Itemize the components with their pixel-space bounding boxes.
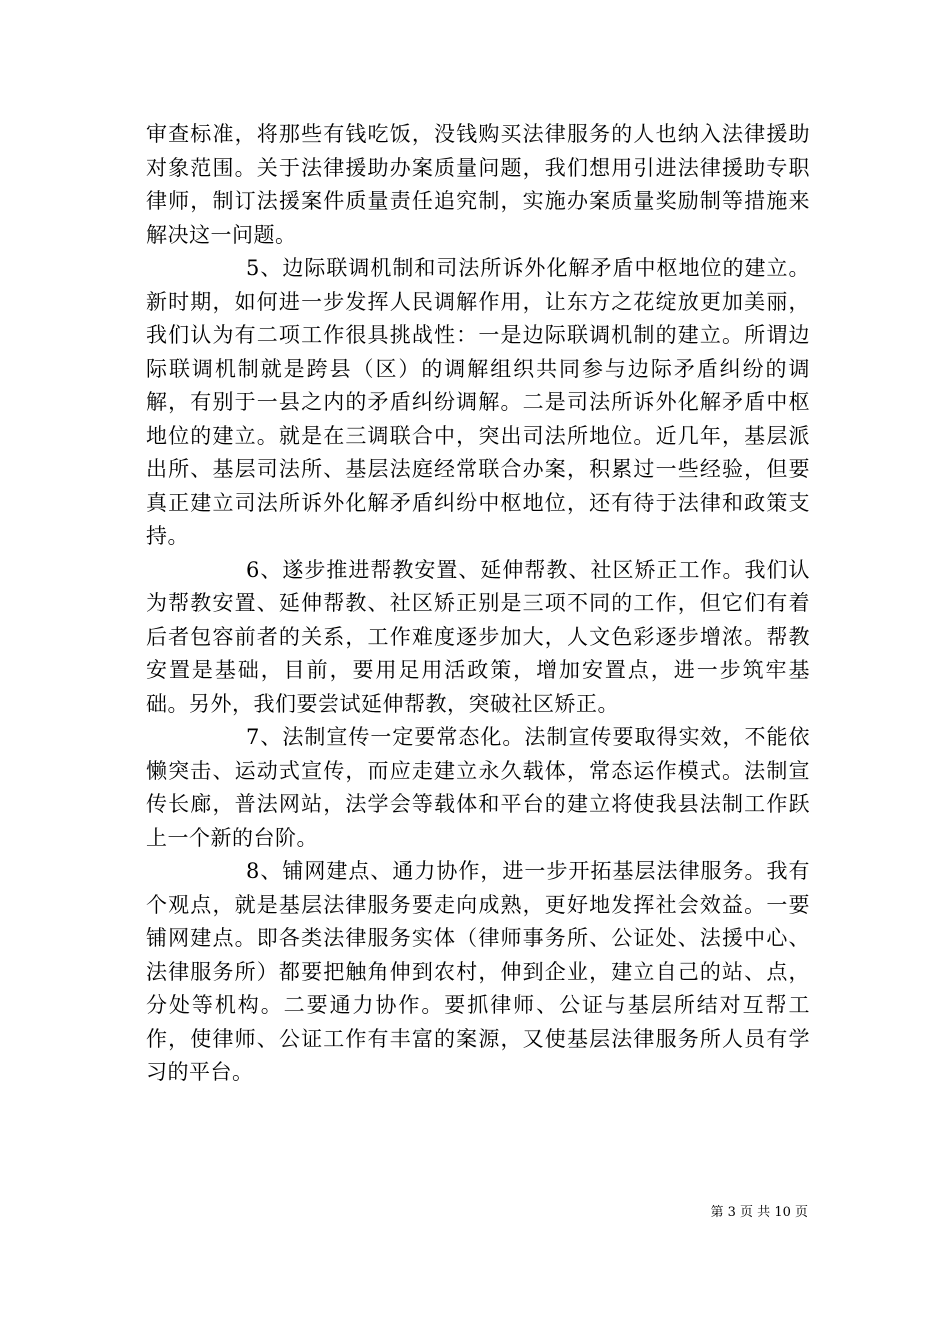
paragraph-1: 审查标准，将那些有钱吃饭，没钱购买法律服务的人也纳入法律援助对象范围。关于法律援助办案质量问题，我们想用引进法律援助专职律师，制订法援案件质量责任追究制，实施办案质量奖励制等措施来解决这一问题。 <box>146 122 810 247</box>
paragraph-5: 8、铺网建点、通力协作，进一步开拓基层法律服务。我有个观点，就是基层法律服务要走向成熟，更好地发挥社会效益。一要铺网建点。即各类法律服务实体（律师事务所、公证处、法援中心、法律服务所）都要把触角伸到农村，伸到企业，建立自己的站、点，分处等机构。二要通力协作。要抓律师、公证与基层所结对互帮工作，使律师、公证工作有丰富的案源，又使基层法律服务所人员有学习的平台。 <box>146 859 810 1084</box>
paragraph-3: 6、遂步推进帮教安置、延伸帮教、社区矫正工作。我们认为帮教安置、延伸帮教、社区矫正别是三项不同的工作，但它们有着后者包容前者的关系，工作难度逐步加大，人文色彩逐步增浓。帮教安置是基础，目前，要用足用活政策，增加安置点，进一步筑牢基础。另外，我们要尝试延伸帮教，突破社区矫正。 <box>146 557 810 716</box>
document-body <box>146 118 810 1090</box>
paragraph-2: 5、边际联调机制和司法所诉外化解矛盾中枢地位的建立。新时期，如何进一步发挥人民调解作用，让东方之花绽放更加美丽，我们认为有二项工作很具挑战性：一是边际联调机制的建立。所谓边际联调机制就是跨县（区）的调解组织共同参与边际矛盾纠纷的调解，有别于一县之内的矛盾纠纷调解。二是司法所诉外化解矛盾中枢地位的建立。就是在三调联合中，突出司法所地位。近几年，基层派出所、基层司法所、基层法庭经常联合办案，积累过一些经验，但要真正建立司法所诉外化解矛盾纠纷中枢地位，还有待于法律和政策支持。 <box>146 256 810 548</box>
paragraph-4: 7、法制宣传一定要常态化。法制宣传要取得实效，不能依懒突击、运动式宣传，而应走建立永久载体，常态运作模式。法制宣传长廊，普法网站，法学会等载体和平台的建立将使我县法制工作跃上一个新的台阶。 <box>146 725 810 850</box>
page-number-footer: 第 3 页 共 10 页 <box>710 1205 808 1220</box>
